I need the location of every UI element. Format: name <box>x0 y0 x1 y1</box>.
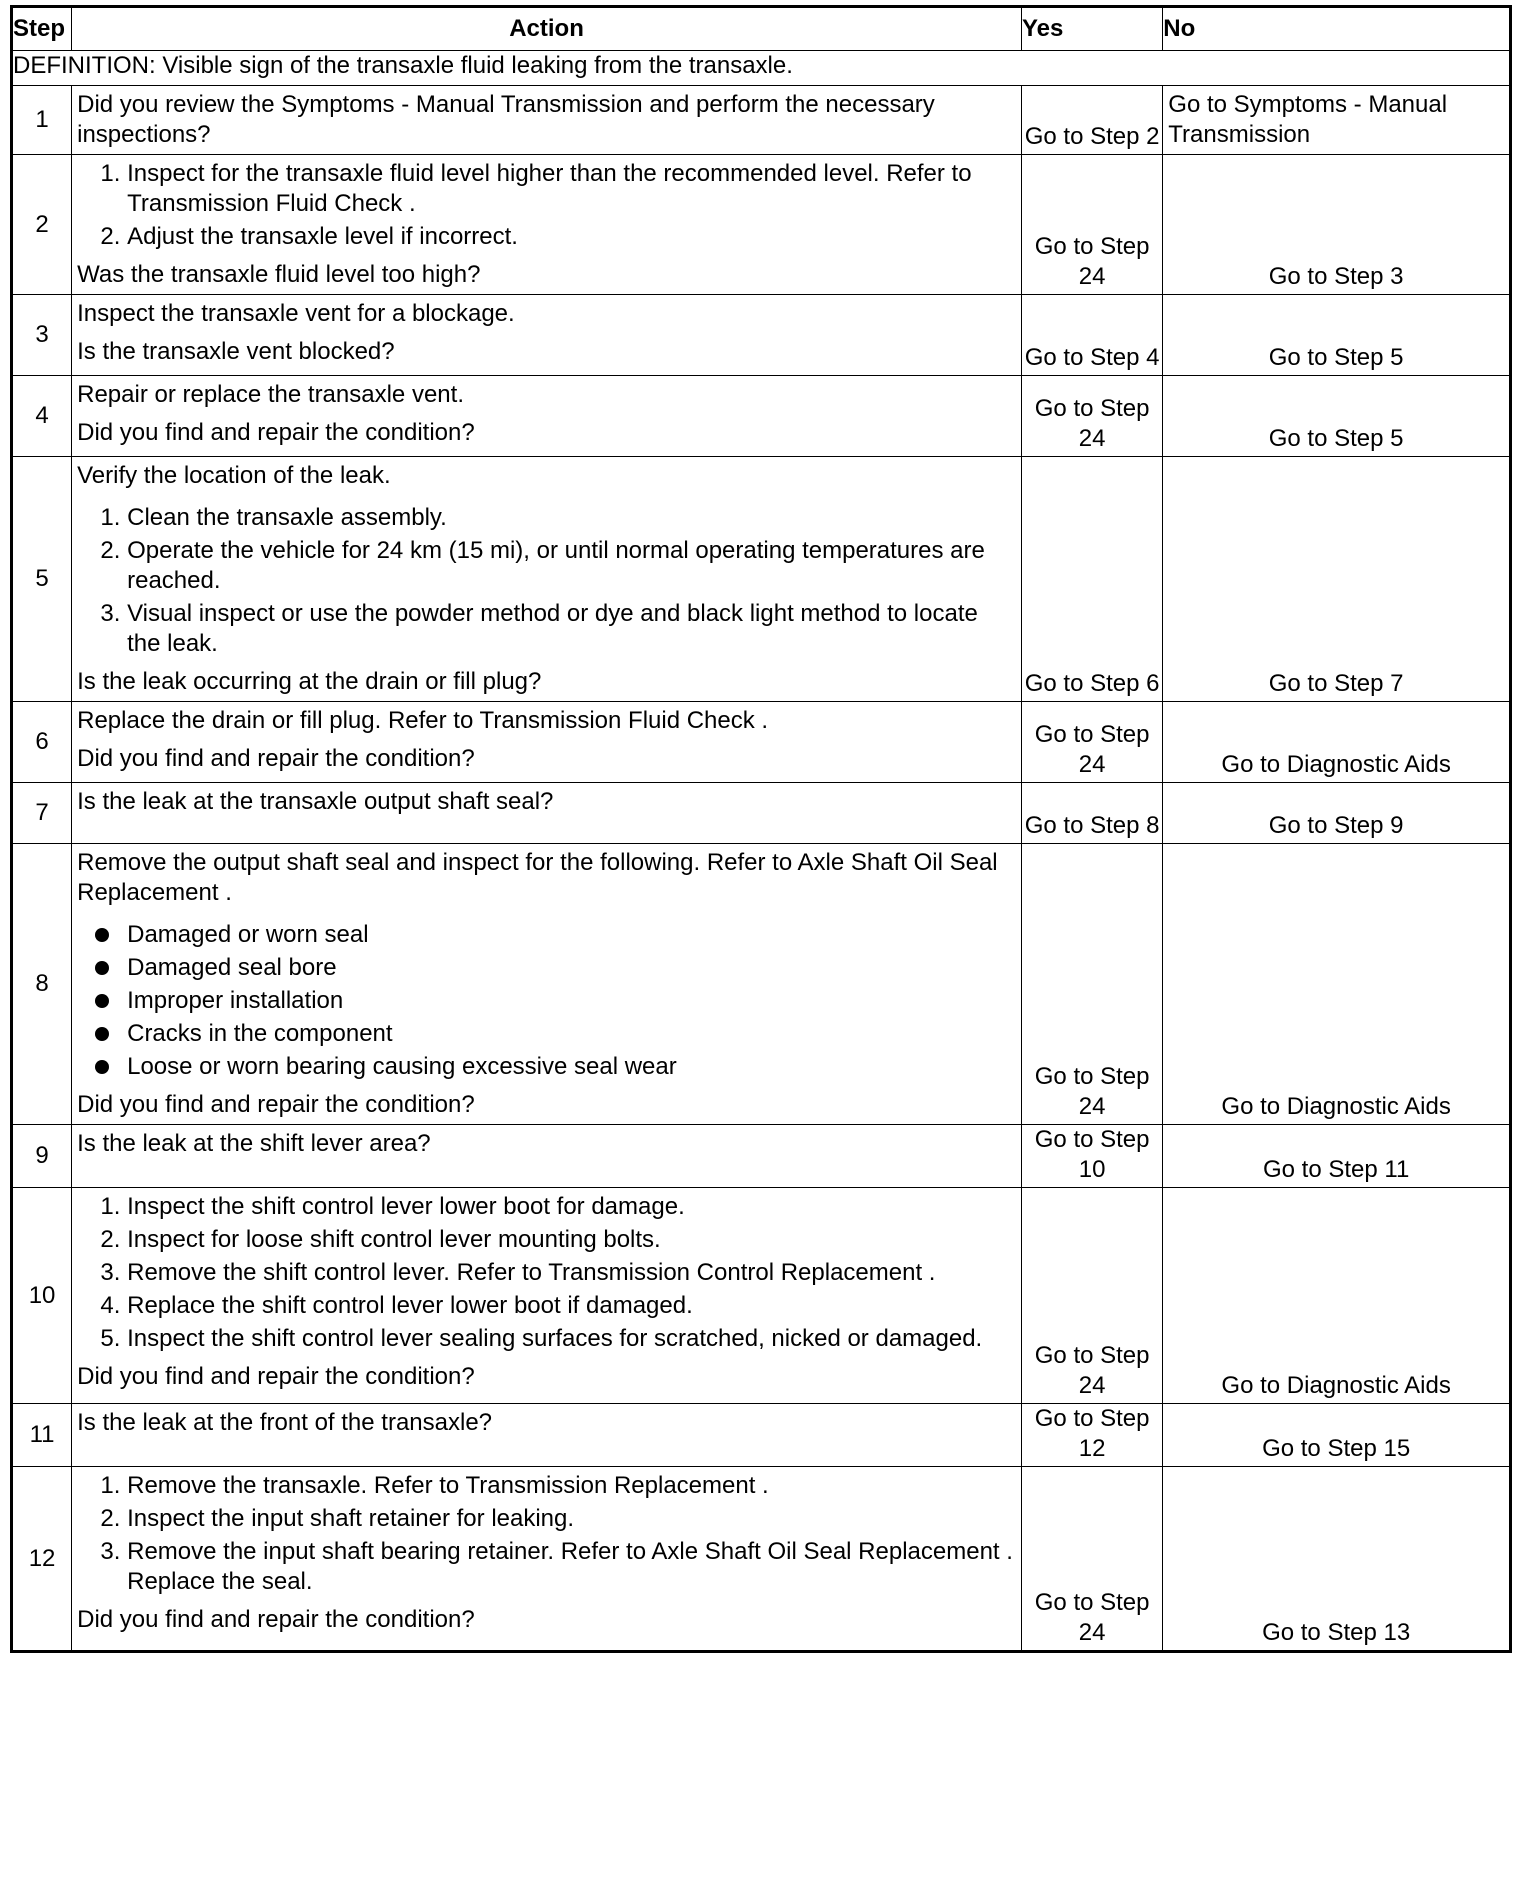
step-number: 9 <box>12 1125 72 1188</box>
table-row <box>12 376 1511 457</box>
action-cell <box>72 1188 1022 1404</box>
bullet-icon <box>95 994 109 1008</box>
list-item <box>77 920 1016 950</box>
bullet-icon <box>95 1060 109 1074</box>
step-number: 8 <box>12 844 72 1125</box>
step-number: 10 <box>12 1188 72 1404</box>
header-row <box>12 7 1511 51</box>
action-question: Did you find and repair the condition? <box>77 1606 475 1633</box>
no-link[interactable]: Go to Step 13 <box>1163 1467 1511 1652</box>
numbered-list <box>77 1192 1016 1354</box>
list-item: 3. Remove the shift control lever. Refer to Transmission Control Replacement . <box>127 1258 1016 1288</box>
action-intro: Inspect the transaxle vent for a blockage. <box>77 300 515 327</box>
step-number: 6 <box>12 702 72 783</box>
action-cell <box>72 376 1022 457</box>
yes-link[interactable]: Go to Step 24 <box>1022 155 1163 295</box>
no-link[interactable]: Go to Diagnostic Aids <box>1163 1188 1511 1404</box>
list-item: 3. Visual inspect or use the powder method or dye and black light method to locate the leak. <box>127 599 1016 659</box>
list-item-text: Improper installation <box>127 987 344 1014</box>
no-link[interactable]: Go to Step 11 <box>1163 1125 1511 1188</box>
step-number: 2 <box>12 155 72 295</box>
action-question: Was the transaxle fluid level too high? <box>77 261 481 288</box>
action-cell <box>72 702 1022 783</box>
bullet-icon <box>95 961 109 975</box>
list-item: 1. Clean the transaxle assembly. <box>127 503 1016 533</box>
action-intro: Verify the location of the leak. <box>77 462 391 489</box>
action-cell <box>72 1467 1022 1652</box>
action-cell <box>72 155 1022 295</box>
no-link[interactable]: Go to Diagnostic Aids <box>1163 702 1511 783</box>
action-intro: Is the leak at the front of the transaxle? <box>77 1409 493 1436</box>
table-row <box>12 702 1511 783</box>
list-item <box>77 986 1016 1016</box>
action-intro: Is the leak at the shift lever area? <box>77 1130 431 1157</box>
list-item: 2. Inspect the input shaft retainer for leaking. <box>127 1504 1016 1534</box>
action-cell <box>72 457 1022 702</box>
list-item <box>77 953 1016 983</box>
list-item: 1. Remove the transaxle. Refer to Transmission Replacement . <box>127 1471 1016 1501</box>
no-link[interactable]: Go to Step 3 <box>1163 155 1511 295</box>
action-cell <box>72 86 1022 155</box>
yes-link[interactable]: Go to Step 4 <box>1022 295 1163 376</box>
list-item: 3. Remove the input shaft bearing retainer. Refer to Axle Shaft Oil Seal Replacement . Replace the seal. <box>127 1537 1016 1597</box>
yes-link[interactable]: Go to Step 12 <box>1022 1404 1163 1467</box>
yes-link[interactable]: Go to Step 10 <box>1022 1125 1163 1188</box>
action-question: Did you find and repair the condition? <box>77 419 475 446</box>
yes-link[interactable]: Go to Step 24 <box>1022 1467 1163 1652</box>
action-intro: Repair or replace the transaxle vent. <box>77 381 464 408</box>
action-question: Did you find and repair the condition? <box>77 1091 475 1118</box>
list-item: 1. Inspect for the transaxle fluid level higher than the recommended level. Refer to Transmission Fluid Check . <box>127 159 1016 219</box>
step-number: 5 <box>12 457 72 702</box>
action-question: Did you find and repair the condition? <box>77 745 475 772</box>
action-cell <box>72 1125 1022 1188</box>
list-item-text: Damaged seal bore <box>127 954 337 981</box>
action-intro: Did you review the Symptoms - Manual Transmission and perform the necessary inspections? <box>77 91 935 148</box>
bullet-list <box>77 920 1016 1082</box>
list-item: 2. Operate the vehicle for 24 km (15 mi), or until normal operating temperatures are reached. <box>127 536 1016 596</box>
step-number: 11 <box>12 1404 72 1467</box>
header-step: Step <box>12 7 72 51</box>
table-row <box>12 1188 1511 1404</box>
diagnostic-table <box>10 5 1512 1653</box>
definition-text: DEFINITION: Visible sign of the transaxle fluid leaking from the transaxle. <box>12 51 1511 86</box>
table-row <box>12 1467 1511 1652</box>
yes-link[interactable]: Go to Step 24 <box>1022 844 1163 1125</box>
table-row <box>12 155 1511 295</box>
yes-link[interactable]: Go to Step 24 <box>1022 376 1163 457</box>
yes-link[interactable]: Go to Step 6 <box>1022 457 1163 702</box>
step-number: 3 <box>12 295 72 376</box>
list-item: 2. Inspect for loose shift control lever mounting bolts. <box>127 1225 1016 1255</box>
no-link[interactable]: Go to Step 9 <box>1163 783 1511 844</box>
list-item: 5. Inspect the shift control lever sealing surfaces for scratched, nicked or damaged. <box>127 1324 1016 1354</box>
table-row <box>12 844 1511 1125</box>
no-link[interactable]: Go to Step 5 <box>1163 376 1511 457</box>
list-item-text: Cracks in the component <box>127 1020 393 1047</box>
action-intro: Remove the output shaft seal and inspect for the following. Refer to Axle Shaft Oil Seal Replacement . <box>77 849 998 906</box>
step-number: 12 <box>12 1467 72 1652</box>
yes-link[interactable]: Go to Step 8 <box>1022 783 1163 844</box>
list-item-text: Loose or worn bearing causing excessive seal wear <box>127 1053 677 1080</box>
no-link[interactable]: Go to Step 7 <box>1163 457 1511 702</box>
action-question: Is the leak occurring at the drain or fill plug? <box>77 668 542 695</box>
action-cell <box>72 1404 1022 1467</box>
list-item-text: Damaged or worn seal <box>127 921 369 948</box>
no-link[interactable]: Go to Symptoms - Manual Transmission <box>1163 86 1511 155</box>
no-link[interactable]: Go to Step 5 <box>1163 295 1511 376</box>
table-row <box>12 1404 1511 1467</box>
table-row <box>12 86 1511 155</box>
action-cell <box>72 844 1022 1125</box>
action-cell <box>72 783 1022 844</box>
action-intro: Replace the drain or fill plug. Refer to Transmission Fluid Check . <box>77 707 769 734</box>
list-item <box>77 1019 1016 1049</box>
header-yes: Yes <box>1022 7 1163 51</box>
header-no: No <box>1163 7 1511 51</box>
table-row <box>12 295 1511 376</box>
list-item <box>77 1052 1016 1082</box>
list-item: 1. Inspect the shift control lever lower boot for damage. <box>127 1192 1016 1222</box>
list-item: 2. Adjust the transaxle level if incorrect. <box>127 222 1016 252</box>
no-link[interactable]: Go to Diagnostic Aids <box>1163 844 1511 1125</box>
numbered-list <box>77 1471 1016 1597</box>
action-intro: Is the leak at the transaxle output shaft seal? <box>77 788 554 815</box>
table-row <box>12 457 1511 702</box>
definition-row <box>12 51 1511 86</box>
bullet-icon <box>95 928 109 942</box>
no-link[interactable]: Go to Step 15 <box>1163 1404 1511 1467</box>
list-item: 4. Replace the shift control lever lower boot if damaged. <box>127 1291 1016 1321</box>
action-question: Is the transaxle vent blocked? <box>77 338 395 365</box>
bullet-icon <box>95 1027 109 1041</box>
table-row <box>12 783 1511 844</box>
yes-link[interactable]: Go to Step 2 <box>1022 86 1163 155</box>
yes-link[interactable]: Go to Step 24 <box>1022 1188 1163 1404</box>
header-action: Action <box>72 7 1022 51</box>
step-number: 4 <box>12 376 72 457</box>
numbered-list <box>77 159 1016 252</box>
action-cell <box>72 295 1022 376</box>
numbered-list <box>77 503 1016 659</box>
action-question: Did you find and repair the condition? <box>77 1363 475 1390</box>
table-row <box>12 1125 1511 1188</box>
step-number: 1 <box>12 86 72 155</box>
step-number: 7 <box>12 783 72 844</box>
yes-link[interactable]: Go to Step 24 <box>1022 702 1163 783</box>
